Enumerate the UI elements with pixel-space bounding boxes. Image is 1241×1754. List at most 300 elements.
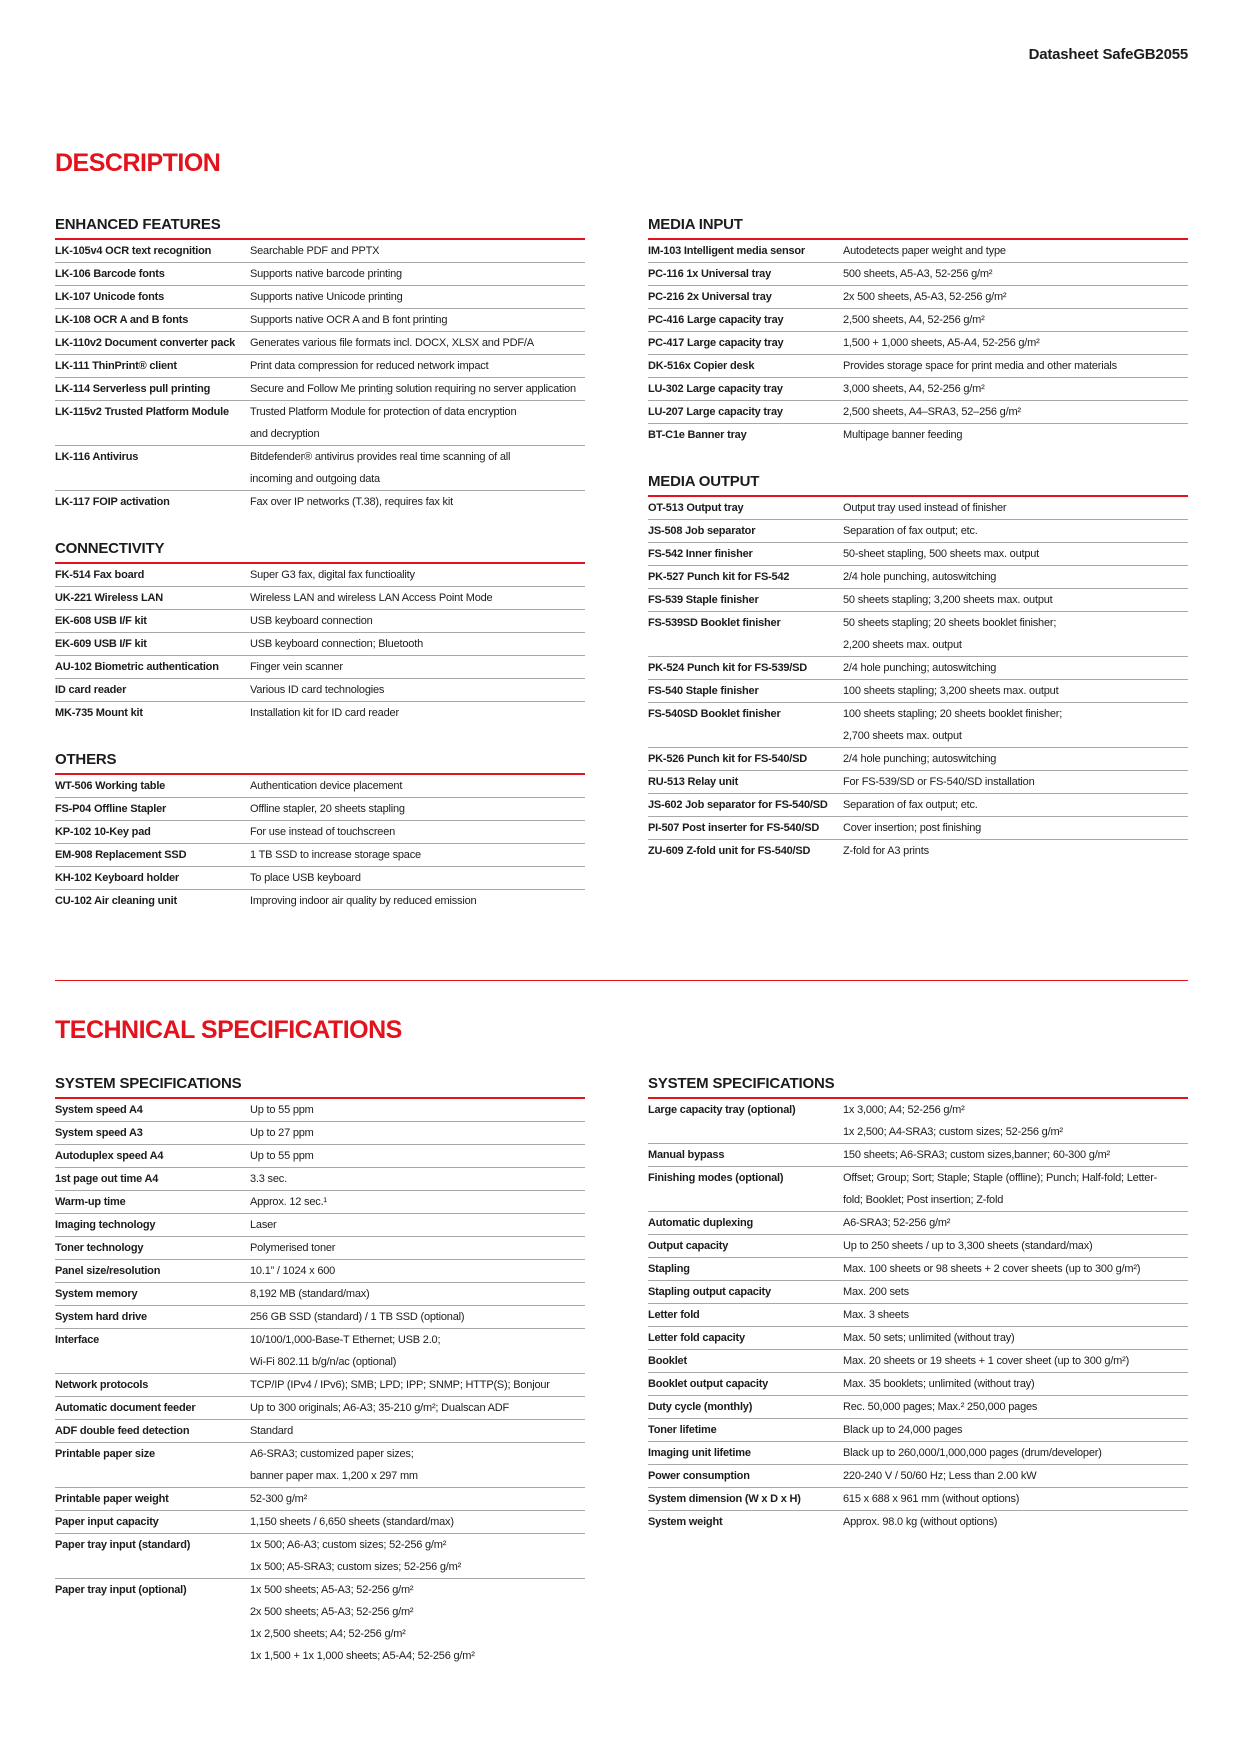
spec-value-line: 1,500 + 1,000 sheets, A5-A4, 52-256 g/m² [843,337,1040,349]
spec-value-line: fold; Booklet; Post insertion; Z-fold [843,1194,1004,1206]
spec-term: System memory [55,1288,138,1300]
spec-value [843,594,1188,607]
spec-row [55,1190,585,1213]
spec-value [250,1311,585,1324]
spec-value-line: For FS-539/SD or FS-540/SD installation [843,776,1035,788]
spec-value [843,502,1188,515]
spec-value [250,661,585,674]
spec-section [55,1075,585,1667]
spec-section [648,473,1188,862]
spec-value-line: 100 sheets stapling; 3,200 sheets max. output [843,685,1059,697]
spec-term: Toner lifetime [648,1424,717,1436]
spec-row [55,1396,585,1419]
spec-value [250,707,585,720]
spec-value-line: 220-240 V / 50/60 Hz; Less than 2.00 kW [843,1470,1037,1482]
spec-value [250,1288,585,1301]
spec-value [250,245,585,258]
spec-value [250,406,585,441]
spec-term: PK-527 Punch kit for FS-542 [648,571,790,583]
spec-value-line: Standard [250,1425,294,1437]
spec-value [250,496,585,509]
spec-row [55,701,585,724]
spec-value [843,406,1188,419]
spec-value-line: 2x 500 sheets, A5-A3, 52-256 g/m² [843,291,1007,303]
spec-term: PK-526 Punch kit for FS-540/SD [648,753,808,765]
spec-term: Letter fold [648,1309,700,1321]
spec-term: LK-108 OCR A and B fonts [55,314,189,326]
spec-value [250,1425,585,1438]
spec-value-line: Max. 20 sheets or 19 sheets + 1 cover sheet (up to 300 g/m²) [843,1355,1130,1367]
spec-value [250,1219,585,1232]
spec-value-line: 3,000 sheets, A4, 52-256 g/m² [843,383,985,395]
spec-term: EM-908 Replacement SSD [55,849,187,861]
section-divider [55,980,1188,981]
spec-value-line: Supports native Unicode printing [250,291,403,303]
spec-value [843,548,1188,561]
spec-value [843,571,1188,584]
specifications-title: TECHNICAL SPECIFICATIONS [55,1016,402,1044]
spec-value-line: Up to 55 ppm [250,1104,314,1116]
spec-term: Finishing modes (optional) [648,1172,784,1184]
spec-term: Warm-up time [55,1196,126,1208]
spec-row [55,586,585,609]
spec-value-line: 2,500 sheets, A4, 52-256 g/m² [843,314,985,326]
spec-term: FK-514 Fax board [55,569,145,581]
spec-row [55,400,585,445]
spec-term: Automatic duplexing [648,1217,753,1229]
spec-value-line: Laser [250,1219,277,1231]
spec-value [250,1173,585,1186]
spec-value-line: 8,192 MB (standard/max) [250,1288,370,1300]
spec-value-line: 2/4 hole punching, autoswitching [843,571,997,583]
spec-value-line: Improving indoor air quality by reduced emission [250,895,477,907]
spec-term: Manual bypass [648,1149,725,1161]
spec-value [843,753,1188,766]
spec-value-line: Rec. 50,000 pages; Max.² 250,000 pages [843,1401,1038,1413]
spec-row [648,1143,1188,1166]
spec-value [250,1584,585,1663]
spec-term: LK-111 ThinPrint® client [55,360,177,372]
spec-value [843,525,1188,538]
spec-row [55,1419,585,1442]
spec-value [250,780,585,793]
spec-term: ID card reader [55,684,127,696]
spec-term: Letter fold capacity [648,1332,745,1344]
spec-row [648,770,1188,793]
spec-row [648,656,1188,679]
spec-value-line: Up to 300 originals; A6-A3; 35-210 g/m²; Dualscan ADF [250,1402,510,1414]
spec-row [55,820,585,843]
spec-table [55,564,585,724]
spec-term: System dimension (W x D x H) [648,1493,801,1505]
spec-term: KH-102 Keyboard holder [55,872,179,884]
spec-value [250,1402,585,1415]
spec-value [843,1447,1188,1460]
spec-value [250,638,585,651]
spec-value [843,314,1188,327]
spec-value-line: Z-fold for A3 prints [843,845,929,857]
spec-value-line: Supports native OCR A and B font printing [250,314,448,326]
spec-value-line: For use instead of touchscreen [250,826,396,838]
spec-value [843,268,1188,281]
spec-value-line: A6-SRA3; customized paper sizes; [250,1448,414,1460]
spec-value-line: Up to 55 ppm [250,1150,314,1162]
spec-row [648,816,1188,839]
spec-value [250,1127,585,1140]
spec-row [55,775,585,797]
spec-value-line: Installation kit for ID card reader [250,707,399,719]
spec-value-line: 2x 500 sheets; A5-A3; 52-256 g/m² [250,1606,414,1618]
spec-value-line: 2/4 hole punching; autoswitching [843,753,997,765]
spec-value [843,1401,1188,1414]
spec-table [648,1099,1188,1533]
spec-value-line: 500 sheets, A5-A3, 52-256 g/m² [843,268,993,280]
spec-value [843,1332,1188,1345]
spec-value [250,1334,585,1369]
spec-row [55,609,585,632]
spec-value [250,895,585,908]
spec-term: System speed A4 [55,1104,143,1116]
spec-value-line: Generates various file formats incl. DOCX, XLSX and PDF/A [250,337,534,349]
spec-row [55,843,585,866]
spec-value [843,617,1188,652]
description-left-column [55,216,585,912]
spec-value-line: Finger vein scanner [250,661,343,673]
spec-value-line: 150 sheets; A6-SRA3; custom sizes,banner; 60-300 g/m² [843,1149,1110,1161]
spec-row [55,354,585,377]
spec-term: JS-508 Job separator [648,525,756,537]
spec-value [843,822,1188,835]
spec-value [250,337,585,350]
spec-term: Toner technology [55,1242,144,1254]
spec-value-line: Max. 35 booklets; unlimited (without tray) [843,1378,1035,1390]
spec-value-line: 100 sheets stapling; 20 sheets booklet finisher; [843,708,1063,720]
section-title: OTHERS [55,751,585,775]
spec-value-line: 10.1” / 1024 x 600 [250,1265,336,1277]
spec-value [843,685,1188,698]
spec-term: 1st page out time A4 [55,1173,159,1185]
spec-value-line: 256 GB SSD (standard) / 1 TB SSD (optional) [250,1311,465,1323]
spec-value [843,245,1188,258]
spec-row [648,747,1188,770]
spec-value [843,708,1188,743]
spec-row [55,1533,585,1578]
spec-value [250,268,585,281]
spec-row [648,519,1188,542]
spec-value-line: 1x 500; A6-A3; custom sizes; 52-256 g/m² [250,1539,447,1551]
spec-row [55,797,585,820]
spec-row [55,866,585,889]
spec-section [55,216,585,513]
spec-value [843,1172,1188,1207]
spec-term: BT-C1e Banner tray [648,429,747,441]
spec-term: PC-416 Large capacity tray [648,314,784,326]
section-title: SYSTEM SPECIFICATIONS [648,1075,1188,1099]
spec-value-line: Provides storage space for print media and other materials [843,360,1117,372]
spec-value-line: Super G3 fax, digital fax functioality [250,569,415,581]
spec-term: WT-506 Working table [55,780,166,792]
spec-row [55,889,585,912]
spec-row [55,1259,585,1282]
spec-value-line: Max. 100 sheets or 98 sheets + 2 cover sheets (up to 300 g/m²) [843,1263,1141,1275]
spec-value-line: USB keyboard connection [250,615,373,627]
spec-term: PI-507 Post inserter for FS-540/SD [648,822,820,834]
specifications-columns [55,1075,1188,1667]
spec-section [648,1075,1188,1533]
spec-row [55,1305,585,1328]
spec-value-line: Fax over IP networks (T.38), requires fax kit [250,496,453,508]
spec-row [648,1395,1188,1418]
spec-term: Interface [55,1334,100,1346]
spec-row [55,1442,585,1487]
spec-term: AU-102 Biometric authentication [55,661,219,673]
spec-section [55,751,585,912]
spec-section [648,216,1188,446]
spec-term: Printable paper weight [55,1493,169,1505]
spec-row [648,262,1188,285]
spec-term: LK-107 Unicode fonts [55,291,165,303]
spec-term: LK-114 Serverless pull printing [55,383,211,395]
spec-value-line: Secure and Follow Me printing solution requiring no server application [250,383,576,395]
spec-term: FS-539SD Booklet finisher [648,617,781,629]
spec-value-line: Black up to 260,000/1,000,000 pages (drum/developer) [843,1447,1102,1459]
spec-value-line: Wireless LAN and wireless LAN Access Point Mode [250,592,493,604]
spec-value [250,872,585,885]
spec-value-line: Wi-Fi 802.11 b/g/n/ac (optional) [250,1356,397,1368]
section-title: CONNECTIVITY [55,540,585,564]
spec-term: ADF double feed detection [55,1425,190,1437]
spec-row [648,1166,1188,1211]
spec-value [843,1104,1188,1139]
spec-row [55,285,585,308]
spec-value [250,383,585,396]
spec-term: ZU-609 Z-fold unit for FS-540/SD [648,845,811,857]
spec-value [843,1424,1188,1437]
spec-term: IM-103 Intelligent media sensor [648,245,806,257]
spec-term: PC-216 2x Universal tray [648,291,772,303]
spec-value-line: Multipage banner feeding [843,429,963,441]
spec-row [55,240,585,262]
spec-row [55,1167,585,1190]
spec-term: MK-735 Mount kit [55,707,143,719]
spec-row [648,497,1188,519]
spec-value-line: 1x 500 sheets; A5-A3; 52-256 g/m² [250,1584,414,1596]
spec-value-line: Offline stapler, 20 sheets stapling [250,803,405,815]
spec-value-line: Cover insertion; post finishing [843,822,982,834]
spec-term: Paper tray input (standard) [55,1539,191,1551]
spec-row [648,1372,1188,1395]
spec-row [648,423,1188,446]
spec-term: LU-302 Large capacity tray [648,383,783,395]
spec-row [55,1487,585,1510]
spec-value-line: 50 sheets stapling; 20 sheets booklet finisher; [843,617,1057,629]
spec-table [55,240,585,513]
spec-term: LK-106 Barcode fonts [55,268,165,280]
spec-value-line: Various ID card technologies [250,684,385,696]
spec-row [648,588,1188,611]
spec-row [648,1099,1188,1143]
spec-value [250,1150,585,1163]
spec-value-line: 1x 1,500 + 1x 1,000 sheets; A5-A4; 52-256 g/m² [250,1650,475,1662]
spec-value [843,1493,1188,1506]
spec-term: OT-513 Output tray [648,502,744,514]
spec-value-line: 50 sheets stapling; 3,200 sheets max. output [843,594,1053,606]
spec-value [843,776,1188,789]
spec-value-line: A6-SRA3; 52-256 g/m² [843,1217,951,1229]
section-title: ENHANCED FEATURES [55,216,585,240]
spec-row [648,1303,1188,1326]
spec-row [55,1213,585,1236]
spec-row [55,490,585,513]
spec-value-line: Approx. 12 sec.¹ [250,1196,327,1208]
spec-term: Automatic document feeder [55,1402,196,1414]
spec-term: LU-207 Large capacity tray [648,406,783,418]
spec-term: EK-608 USB I/F kit [55,615,147,627]
spec-value [250,615,585,628]
spec-row [55,1099,585,1121]
spec-value-line: 2/4 hole punching; autoswitching [843,662,997,674]
spec-value-line: Up to 250 sheets / up to 3,300 sheets (standard/max) [843,1240,1093,1252]
spec-value-line: USB keyboard connection; Bluetooth [250,638,423,650]
spec-row [55,377,585,400]
spec-term: FS-542 Inner finisher [648,548,753,560]
spec-value-line: incoming and outgoing data [250,473,380,485]
spec-value [250,291,585,304]
spec-term: Autoduplex speed A4 [55,1150,164,1162]
spec-value [843,1217,1188,1230]
description-title: DESCRIPTION [55,149,221,177]
spec-term: Power consumption [648,1470,750,1482]
spec-row [55,262,585,285]
spec-value [843,1263,1188,1276]
spec-row [648,793,1188,816]
spec-term: PK-524 Punch kit for FS-539/SD [648,662,808,674]
spec-term: Network protocols [55,1379,149,1391]
spec-value [250,592,585,605]
spec-row [55,331,585,354]
spec-term: Imaging technology [55,1219,156,1231]
spec-row [55,1328,585,1373]
spec-value [250,1493,585,1506]
spec-row [648,1234,1188,1257]
spec-row [648,542,1188,565]
spec-value-line: 2,700 sheets max. output [843,730,962,742]
description-columns [55,216,1188,912]
spec-term: DK-516x Copier desk [648,360,755,372]
spec-value [250,314,585,327]
spec-value-line: Up to 27 ppm [250,1127,314,1139]
section-title: MEDIA INPUT [648,216,1188,240]
spec-row [648,331,1188,354]
spec-value-line: Bitdefender® antivirus provides real time scanning of all [250,451,511,463]
spec-value-line: Offset; Group; Sort; Staple; Staple (offline); Punch; Half-fold; Letter- [843,1172,1158,1184]
spec-row [648,1280,1188,1303]
spec-value [250,1448,585,1483]
spec-term: System weight [648,1516,723,1528]
spec-term: PC-417 Large capacity tray [648,337,784,349]
spec-term: LK-115v2 Trusted Platform Module [55,406,229,418]
spec-term: Output capacity [648,1240,729,1252]
spec-row [55,1510,585,1533]
spec-term: KP-102 10-Key pad [55,826,151,838]
spec-row [55,308,585,331]
spec-term: LK-105v4 OCR text recognition [55,245,212,257]
spec-value-line: Polymerised toner [250,1242,336,1254]
description-right-column [648,216,1188,862]
spec-value [843,1516,1188,1529]
spec-value-line: 3.3 sec. [250,1173,287,1185]
spec-value [843,1470,1188,1483]
spec-value [250,1265,585,1278]
spec-value-line: Print data compression for reduced network impact [250,360,489,372]
spec-value [843,429,1188,442]
spec-row [648,400,1188,423]
spec-value-line: 1x 3,000; A4; 52-256 g/m² [843,1104,965,1116]
spec-value-line: 2,200 sheets max. output [843,639,962,651]
spec-row [55,445,585,490]
spec-table [648,240,1188,446]
spec-term: FS-540 Staple finisher [648,685,759,697]
spec-row [55,1144,585,1167]
spec-table [55,775,585,912]
spec-term: Stapling output capacity [648,1286,771,1298]
spec-row [55,1236,585,1259]
section-title: SYSTEM SPECIFICATIONS [55,1075,585,1099]
spec-value [250,803,585,816]
spec-value [843,383,1188,396]
spec-value-line: Separation of fax output; etc. [843,799,978,811]
spec-value [843,1286,1188,1299]
spec-row [648,1211,1188,1234]
spec-term: Booklet [648,1355,687,1367]
spec-row [648,377,1188,400]
spec-value [843,1309,1188,1322]
spec-term: PC-116 1x Universal tray [648,268,771,280]
spec-value-line: 1 TB SSD to increase storage space [250,849,421,861]
spec-value-line: Separation of fax output; etc. [843,525,978,537]
spec-value-line: banner paper max. 1,200 x 297 mm [250,1470,418,1482]
spec-row [55,678,585,701]
spec-term: Paper tray input (optional) [55,1584,187,1596]
spec-row [648,1418,1188,1441]
spec-row [55,1121,585,1144]
spec-term: UK-221 Wireless LAN [55,592,163,604]
spec-value [843,360,1188,373]
spec-term: Panel size/resolution [55,1265,161,1277]
spec-value-line: Max. 50 sets; unlimited (without tray) [843,1332,1015,1344]
spec-term: LK-117 FOIP activation [55,496,170,508]
spec-value [250,1104,585,1117]
spec-value-line: 615 x 688 x 961 mm (without options) [843,1493,1020,1505]
spec-value [843,662,1188,675]
spec-value-line: and decryption [250,428,320,440]
spec-row [55,655,585,678]
spec-value-line: Supports native barcode printing [250,268,402,280]
spec-row [55,1373,585,1396]
spec-value [843,1355,1188,1368]
spec-row [55,632,585,655]
spec-row [648,1441,1188,1464]
spec-value [843,1149,1188,1162]
spec-value-line: Max. 200 sets [843,1286,909,1298]
spec-term: CU-102 Air cleaning unit [55,895,177,907]
spec-value [250,1196,585,1209]
spec-section [55,540,585,724]
spec-row [648,1349,1188,1372]
spec-value [250,684,585,697]
spec-value [250,1242,585,1255]
spec-term: Duty cycle (monthly) [648,1401,753,1413]
